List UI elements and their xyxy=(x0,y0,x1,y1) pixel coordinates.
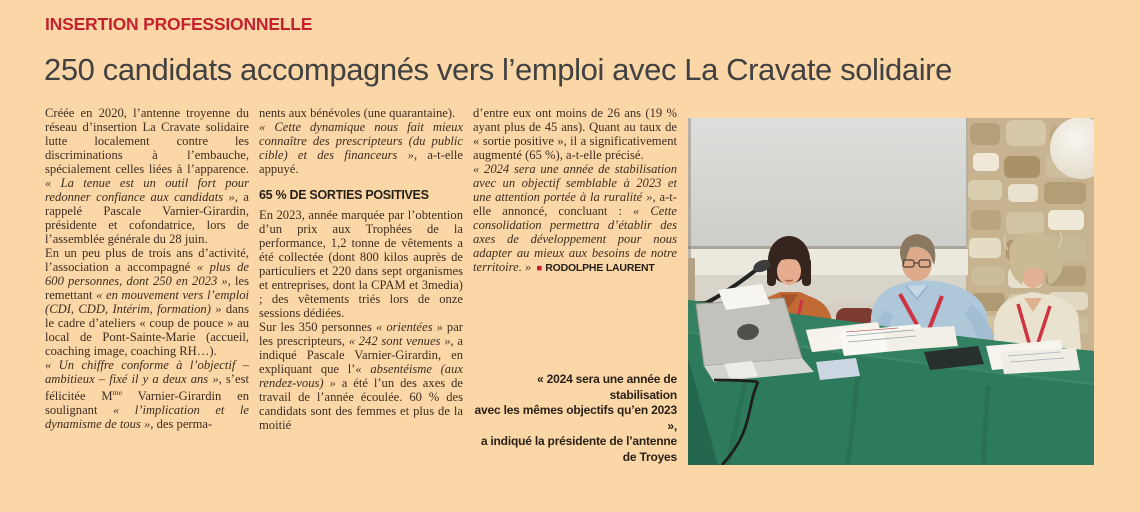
article-body xyxy=(45,106,1094,466)
text-segment: , s’est félicitée M xyxy=(45,372,249,404)
text-segment: Sur les 350 personnes xyxy=(259,320,376,334)
text-segment: « l’implication et le dynamisme de tous » xyxy=(45,403,249,432)
headline: 250 candidats accompagnés vers l’emploi avec La Cravate solidaire xyxy=(44,52,952,87)
text-segment: me xyxy=(112,388,123,397)
text-segment: « plus de 600 personnes, dont 250 en 2023 » xyxy=(45,260,249,288)
text-segment: « en mouvement vers l’emploi (CDI, CDD, Intérim, formation) » xyxy=(45,288,249,316)
paragraph xyxy=(45,246,249,358)
text-segment: , a indiqué Pascale Varnier-Girardin, en expliquant que l’ xyxy=(259,334,463,376)
text-segment: dans le cadre d’ateliers « coup de pouce » au local de Pont-Sainte-Marie (accueil, coaching image, coaching RH…). xyxy=(45,302,249,358)
text-segment: « Un chiffre conforme à l’objectif – ambitieux – fixé il y a deux ans » xyxy=(45,358,249,386)
text-segment: « 242 sont venues » xyxy=(348,334,451,348)
paragraph xyxy=(259,320,463,432)
text-column-3 xyxy=(473,106,677,466)
text-segment: « Cette dynamique nous fait mieux connaître des prescripteurs (du public cible) et des financeurs » xyxy=(259,120,463,162)
paragraph xyxy=(473,162,677,276)
text-segment: nents aux bénévoles (une quarantaine). xyxy=(259,106,456,120)
paragraph xyxy=(473,106,677,162)
caption-line: « 2024 sera une année de stabilisation xyxy=(537,372,677,402)
text-segment: a été l’un des axes de travail de l’année écoulée. 60 % des candidats sont des femmes et plus de la moitié xyxy=(259,376,463,432)
text-segment: « 2024 sera une année de stabilisation avec un objectif semblable à 2023 et une attention portée à la ruralité » xyxy=(473,162,677,204)
text-segment: En 2023, année marquée par l’obtention d’un prix aux Trophées de la performance, 1,2 tonne de vêtements a été collectée (dont 800 kilos auprès de particuliers et 220 dans sept organismes et entreprises, dont la CPAM et 3media) ; des vêtements triés lors de onze sessions dédiées. xyxy=(259,208,463,320)
text-column-2 xyxy=(259,106,463,466)
text-segment: , des perma- xyxy=(150,417,213,432)
text-segment: « Cette consolidation permettra d’établir des axes de développement pour nous adapter au mieux aux besoins de notre territoire. » xyxy=(473,204,677,274)
text-segment: d’entre eux ont moins de 26 ans (19 % ayant plus de 45 ans). Quant au taux de « sortie positive », il a significativement augmenté (65 %), a-t-elle précisé. xyxy=(473,106,677,162)
text-segment: , a-t-elle appuyé. xyxy=(259,148,463,176)
text-column-3-paragraphs xyxy=(473,106,677,276)
photo-caption xyxy=(473,372,677,466)
text-segment: , a rappelé Pascale Varnier-Girardin, présidente et cofondatrice, lors de l’assemblée générale du 28 juin. xyxy=(45,190,249,246)
assembly-photo-illustration xyxy=(688,118,1094,465)
section-subhead: 65 % DE SORTIES POSITIVES xyxy=(259,188,429,202)
text-segment: « absentéisme (aux rendez-vous) » xyxy=(259,362,463,390)
caption-line: avec les mêmes objectifs qu’en 2023 », xyxy=(474,403,677,433)
text-segment: « orientées » xyxy=(375,320,443,334)
text-segment: par les prescripteurs, xyxy=(259,320,463,348)
byline-author: RODOLPHE LAURENT xyxy=(545,262,655,274)
assembly-photo xyxy=(688,118,1094,465)
text-column-1 xyxy=(45,106,249,466)
text-segment: Varnier-Girardin en soulignant xyxy=(45,389,249,418)
text-segment: , les remettant xyxy=(45,274,249,302)
text-segment: , a-t-elle annoncé, concluant : xyxy=(473,190,677,218)
paragraph xyxy=(259,106,463,120)
paragraph xyxy=(259,120,463,176)
text-segment: « La tenue est un outil fort pour redonner confiance aux candidats » xyxy=(45,176,249,204)
paragraph xyxy=(259,208,463,320)
paragraph xyxy=(45,358,249,431)
text-segment: Créée en 2020, l’antenne troyenne du réseau d’insertion La Cravate solidaire lutte localement contre les discriminations à l’embauche, spécialement celles liées à l’apparence. xyxy=(45,106,249,176)
byline-marker-icon: ■ xyxy=(536,263,543,274)
caption-line: a indiqué la présidente de l’antenne de Troyes xyxy=(480,434,677,464)
text-segment: En un peu plus de trois ans d’activité, l’association a accompagné xyxy=(45,246,249,274)
paragraph xyxy=(45,106,249,246)
kicker: INSERTION PROFESSIONNELLE xyxy=(45,14,313,34)
